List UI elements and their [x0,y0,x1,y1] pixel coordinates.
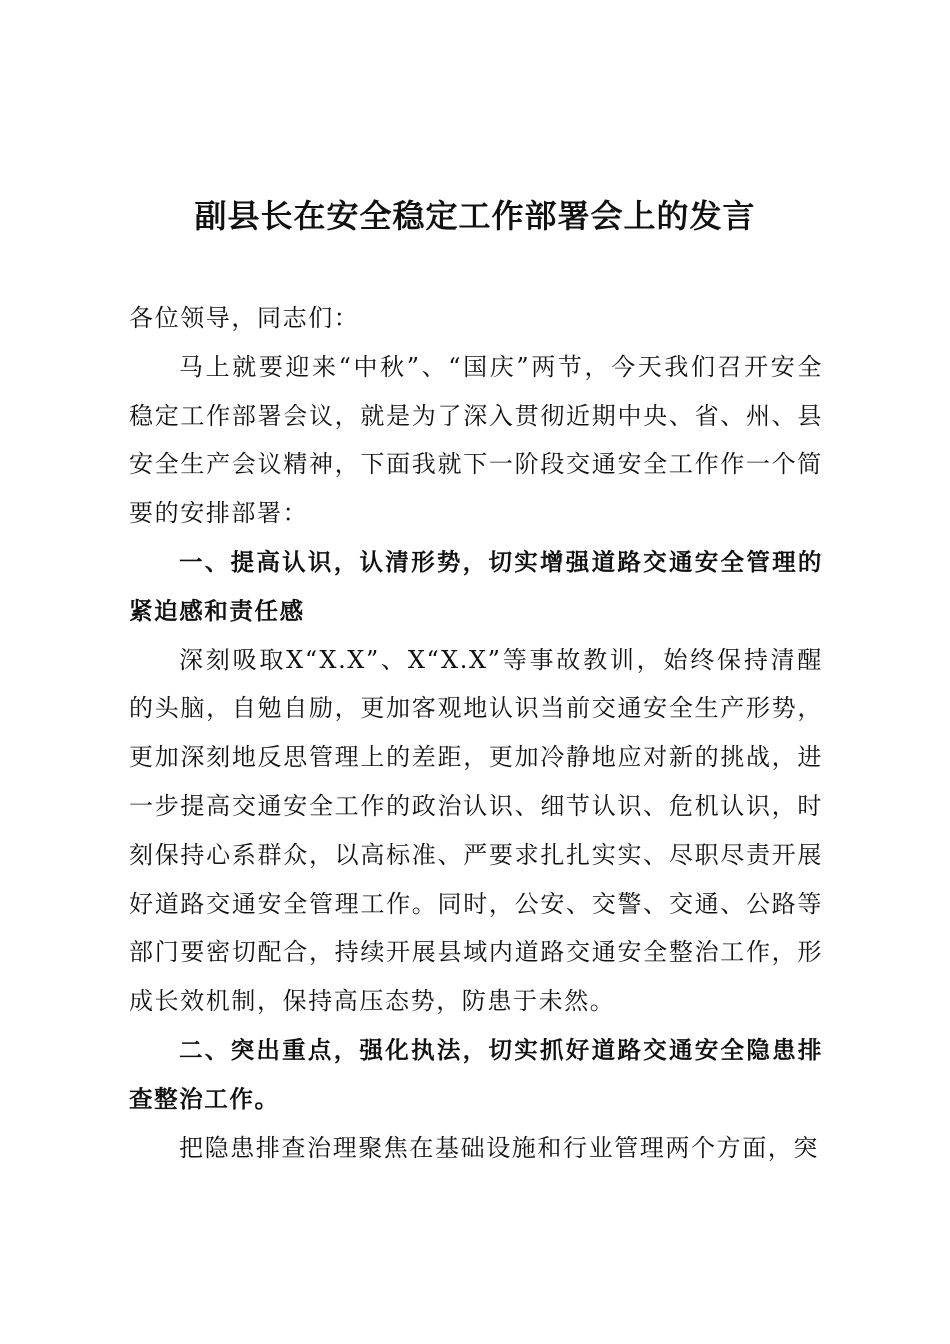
section-heading-1: 一、提高认识，认清形势，切实增强道路交通安全管理的紧迫感和责任感 [129,547,823,625]
document-title: 副县长在安全稳定工作部署会上的发言 [194,197,756,235]
section-heading-2: 二、突出重点，强化执法，切实抓好道路交通安全隐患排查整治工作。 [129,1035,823,1113]
section-1-paragraph: 深刻吸取X“X.X”、X“X.X”等事故教训，始终保持清醒的头脑，自勉自励，更加客观地认识当前交通安全生产形势，更加深刻地反思管理上的差距，更加冷静地应对新的挑战，进一步提高交通安全工作的政治认识、细节认识、危机认识，时刻保持心系群众，以高标准、严要求扎扎实实、尽职尽责开展好道路交通安全管理工作。同时，公安、交警、交通、公路等部门要密切配合，持续开展县域内道路交通安全整治工作，形成长效机制，保持高压态势，防患于未然。 [129,645,823,1016]
salutation: 各位领导，同志们： [129,304,360,332]
document-body [129,294,823,1172]
section-2-paragraph: 把隐患排查治理聚焦在基础设施和行业管理两个方面，突 [179,1133,819,1162]
intro-paragraph: 马上就要迎来“中秋”、“国庆”两节，今天我们召开安全稳定工作部署会议，就是为了深入贯彻近期中央、省、州、县安全生产会议精神，下面我就下一阶段交通安全工作作一个简要的安排部署： [129,352,823,528]
